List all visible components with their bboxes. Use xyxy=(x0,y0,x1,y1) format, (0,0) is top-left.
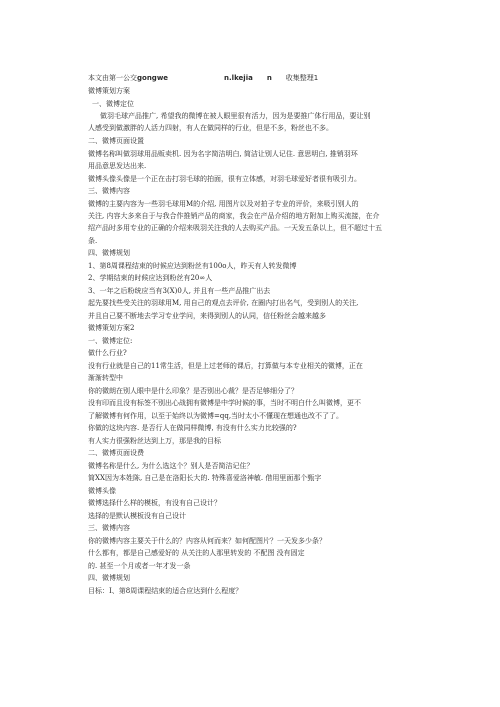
header-suffix: 收集整理1 xyxy=(285,74,319,82)
section-heading: 四、微博规划 xyxy=(88,249,130,257)
body-line: 你做的这块内容. 是否行人在做同样微博, 有没有什么实力比较强的? xyxy=(88,424,297,432)
doc-title: 微博策划方案 xyxy=(88,87,130,95)
header-name-3: n xyxy=(266,74,272,82)
body-line: 你的微博内容主要关于什么的？内容从何而来？如何配图片？一天发多少条？ xyxy=(88,537,326,545)
header-name-1: gongwe xyxy=(137,74,169,82)
list-item: 3、一年之后粉统应当有3(X)0人, 并且有一些产品推广出去 xyxy=(88,287,271,295)
section-heading: 三、微博内容 xyxy=(88,187,130,195)
body-line: 做什么行业? xyxy=(88,349,127,357)
body-line: 了解微博有何作用，以至于始终以为微博=qq,当时太小不懂现在想通也改不了了。 xyxy=(88,412,344,420)
body-line: 选择的是默认模板没有自己设计 xyxy=(88,512,186,520)
body-line: 微博名称叫做羽球用品贩卖机. 因为名字简洁明白, 简洁让别人记住. 意思明白, 推销羽环 xyxy=(88,150,358,158)
section-heading: 二、微博页面设置 xyxy=(88,137,144,145)
section-heading: 一、微博定位: xyxy=(88,337,133,345)
body-line: 并且自己要不断地去学习专业学问，来得到别人的认同，信任粉丝会越来越多 xyxy=(88,312,326,320)
header-line xyxy=(88,74,318,83)
body-line: 微博选择什么样的模板，有没有自己设计？ xyxy=(88,499,221,507)
body-line: 微博名称是什么, 为什么选这个？别人是否简洁记住？ xyxy=(88,462,254,470)
body-line: 绍产品时多用专业的正确的介绍来吸羽关注我的人去购买产品。一天发五条以上，但不超过十五 xyxy=(88,224,382,232)
body-line: 渐渐转型中 xyxy=(88,374,123,382)
section-heading: 三、微博内容 xyxy=(88,524,130,532)
body-line: 起先要找些受关注的羽球用M, 用自己的观点去评价, 在圈内打出名气，受到别人的关注, xyxy=(88,299,359,307)
body-line: 条. xyxy=(88,237,98,245)
section-heading: 一、微博定位 xyxy=(92,100,134,108)
body-line: 没有行业就是自己的11常生活，但是上过老师的课后，打算做与本专业相关的微博，正在 xyxy=(88,362,363,370)
body-line: 目标：I、第8周课程结束的适合应达到什么程度？ xyxy=(88,587,243,595)
doc-title: 微博策划方案2 xyxy=(88,324,135,332)
header-prefix: 本文由第一公交 xyxy=(88,74,137,82)
body-line: 微博头像 xyxy=(88,487,116,495)
body-line: 做羽毛球产品推广, 希望我的微博在被人眼里很有活力，因为是要推广体行用品，要让别 xyxy=(100,112,371,120)
body-line: 的. 甚至一个月或者一年才发一条 xyxy=(88,562,191,570)
section-heading: 二、微博页面设费 xyxy=(88,449,144,457)
body-line: 关注, 内容大多来自于与我合作推销产品的商家，我会在产品介绍的地方附加上购买流接，在介 xyxy=(88,212,380,220)
header-name-2: n.lkejia xyxy=(224,74,253,82)
list-item: 2、学期结束的时候应达到粉丝有20∞人 xyxy=(88,274,213,282)
body-line: 微博头像头像是一个正在击打羽毛球的拍面，很有立体感，对羽毛球爱好者很有吸引力。 xyxy=(88,175,361,183)
section-heading: 四、微博规划 xyxy=(88,574,130,582)
body-line: 用品意思发达出来. xyxy=(88,162,147,170)
body-line: 你的微朗在别人眼中是什么印象？是否别出心裁？是否足够细分了？ xyxy=(88,387,298,395)
body-line: 人感受到做激胖的人活力四射，有人在做同样的行业，但是不多，粉丝也不多。 xyxy=(88,124,333,132)
body-line: 有人实力很强粉丝达到上万，那是我的目标 xyxy=(88,437,221,445)
body-line: 没有印而且没有标签不别出心战拥有微博是中学时候的事，当时不明白什么叫微博，更不 xyxy=(88,399,361,407)
body-line: 什么都有，都是自己感爱好的 从关注的人那里转发的 不配图 没有固定 xyxy=(88,549,305,557)
body-line: 简XX因为本姓陈, 自己是在洛阳长大的. 特殊喜爱洛神敏. 借用里面那个甄字 xyxy=(88,474,322,482)
body-line: 微博的主要内容为一些羽毛球用M的介绍, 用图片以及对拍子专业的评价，来吸引别人的 xyxy=(88,200,359,208)
list-item: 1、第8周课程结束的时候应达到粉丝有100o人，昨天有人转发微博 xyxy=(88,262,297,270)
